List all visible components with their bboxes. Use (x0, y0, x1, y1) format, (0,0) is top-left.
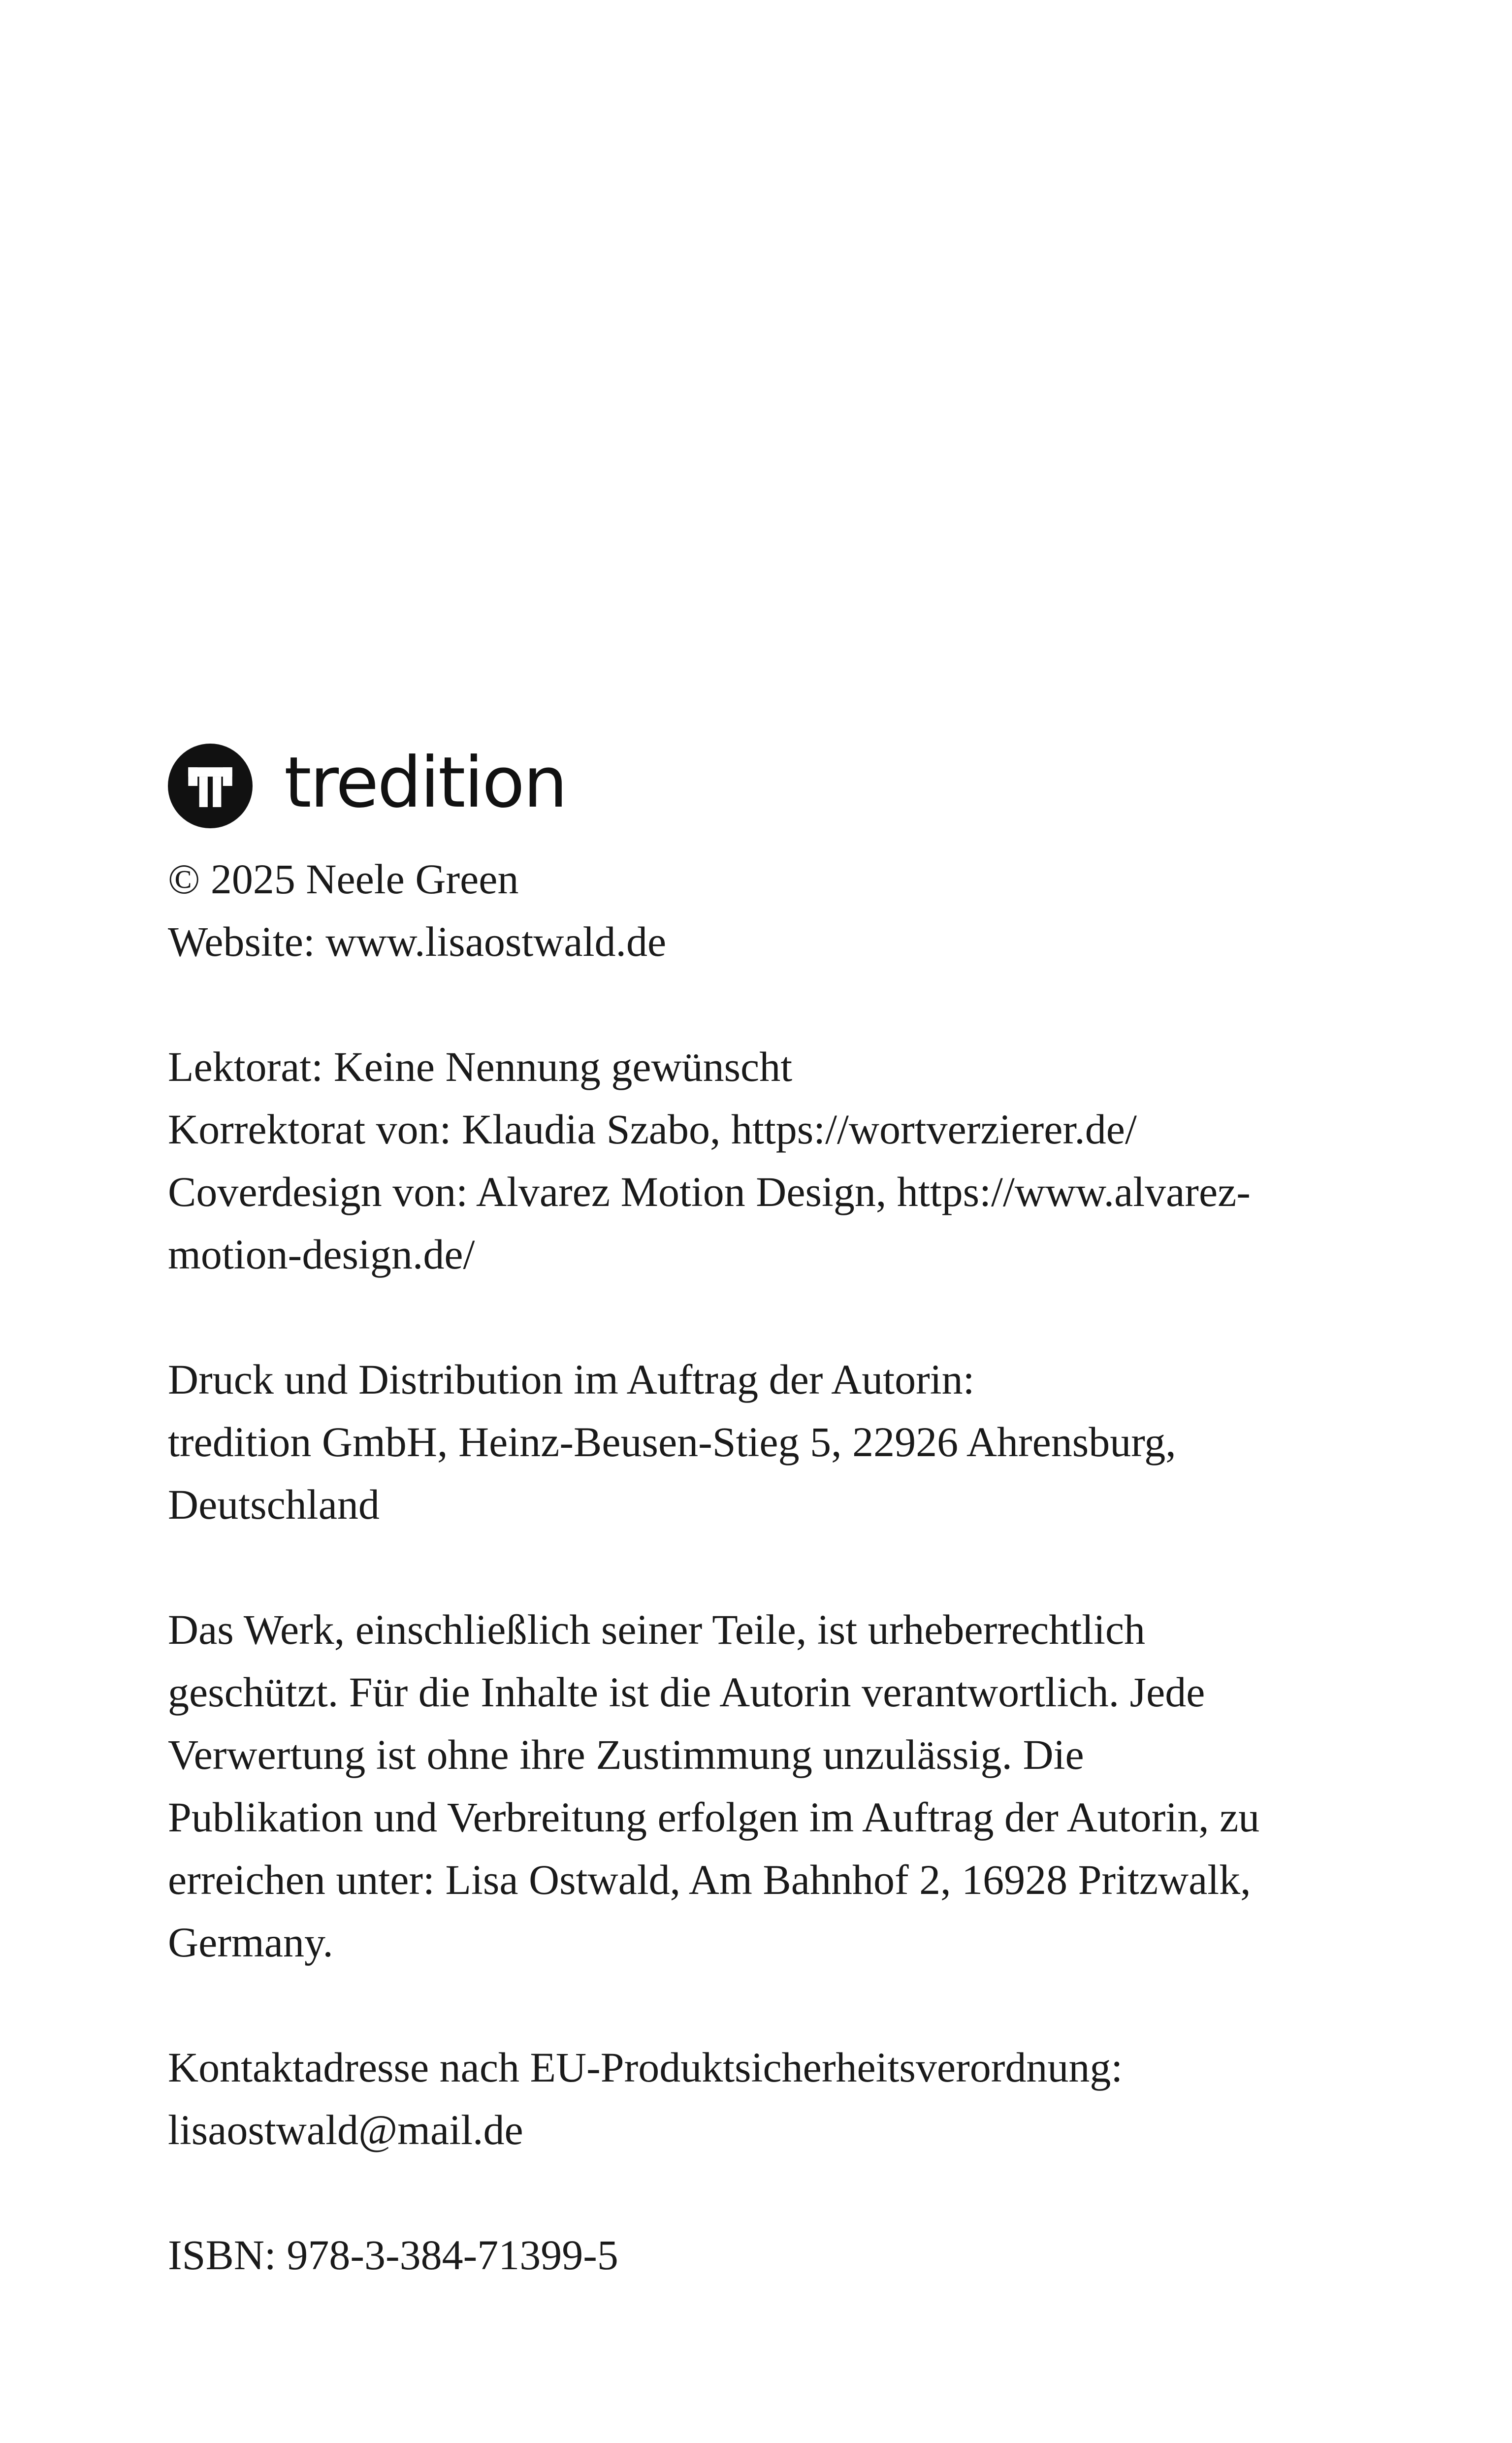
distribution-line: Deutschland (168, 1481, 380, 1528)
coverdesign-line-continued: motion-design.de/ (168, 1231, 475, 1278)
rights-line: erreichen unter: Lisa Ostwald, Am Bahnhof 2, 16928 Pritzwalk, (168, 1856, 1251, 1903)
copyright-block (168, 848, 1359, 973)
distribution-line: tredition GmbH, Heinz-Beusen-Stieg 5, 22926 Ahrensburg, (168, 1418, 1176, 1466)
distribution-line: Druck und Distribution im Auftrag der Autorin: (168, 1356, 975, 1403)
korrektorat-line: Korrektorat von: Klaudia Szabo, https://wortverzierer.de/ (168, 1106, 1137, 1153)
imprint-text (168, 848, 1359, 2286)
isbn-block (168, 2224, 1359, 2286)
tredition-logo-icon (168, 744, 253, 828)
lektorat-line: Lektorat: Keine Nennung gewünscht (168, 1043, 793, 1090)
rights-line: geschützt. Für die Inhalte ist die Autorin verantwortlich. Jede (168, 1668, 1205, 1716)
isbn-line: ISBN: 978-3-384-71399-5 (168, 2231, 618, 2279)
contact-email: lisaostwald@mail.de (168, 2106, 523, 2153)
contact-line: Kontaktadresse nach EU-Produktsicherheitsverordnung: (168, 2044, 1123, 2091)
rights-line: Verwertung ist ohne ihre Zustimmung unzulässig. Die (168, 1731, 1084, 1778)
distribution-block (168, 1348, 1359, 1536)
publisher-name: tredition (284, 742, 566, 823)
publisher-logo (168, 744, 566, 828)
rights-line: Germany. (168, 1919, 333, 1966)
copyright-line: © 2025 Neele Green (168, 855, 519, 903)
rights-block (168, 1598, 1359, 1974)
rights-line: Das Werk, einschließlich seiner Teile, ist urheberrechtlich (168, 1606, 1146, 1653)
website-line: Website: www.lisaostwald.de (168, 918, 667, 965)
contact-block (168, 2036, 1359, 2161)
credits-block (168, 1036, 1359, 1286)
rights-line: Publikation und Verbreitung erfolgen im Auftrag der Autorin, zu (168, 1793, 1260, 1841)
coverdesign-line: Coverdesign von: Alvarez Motion Design, https://www.alvarez- (168, 1168, 1251, 1215)
